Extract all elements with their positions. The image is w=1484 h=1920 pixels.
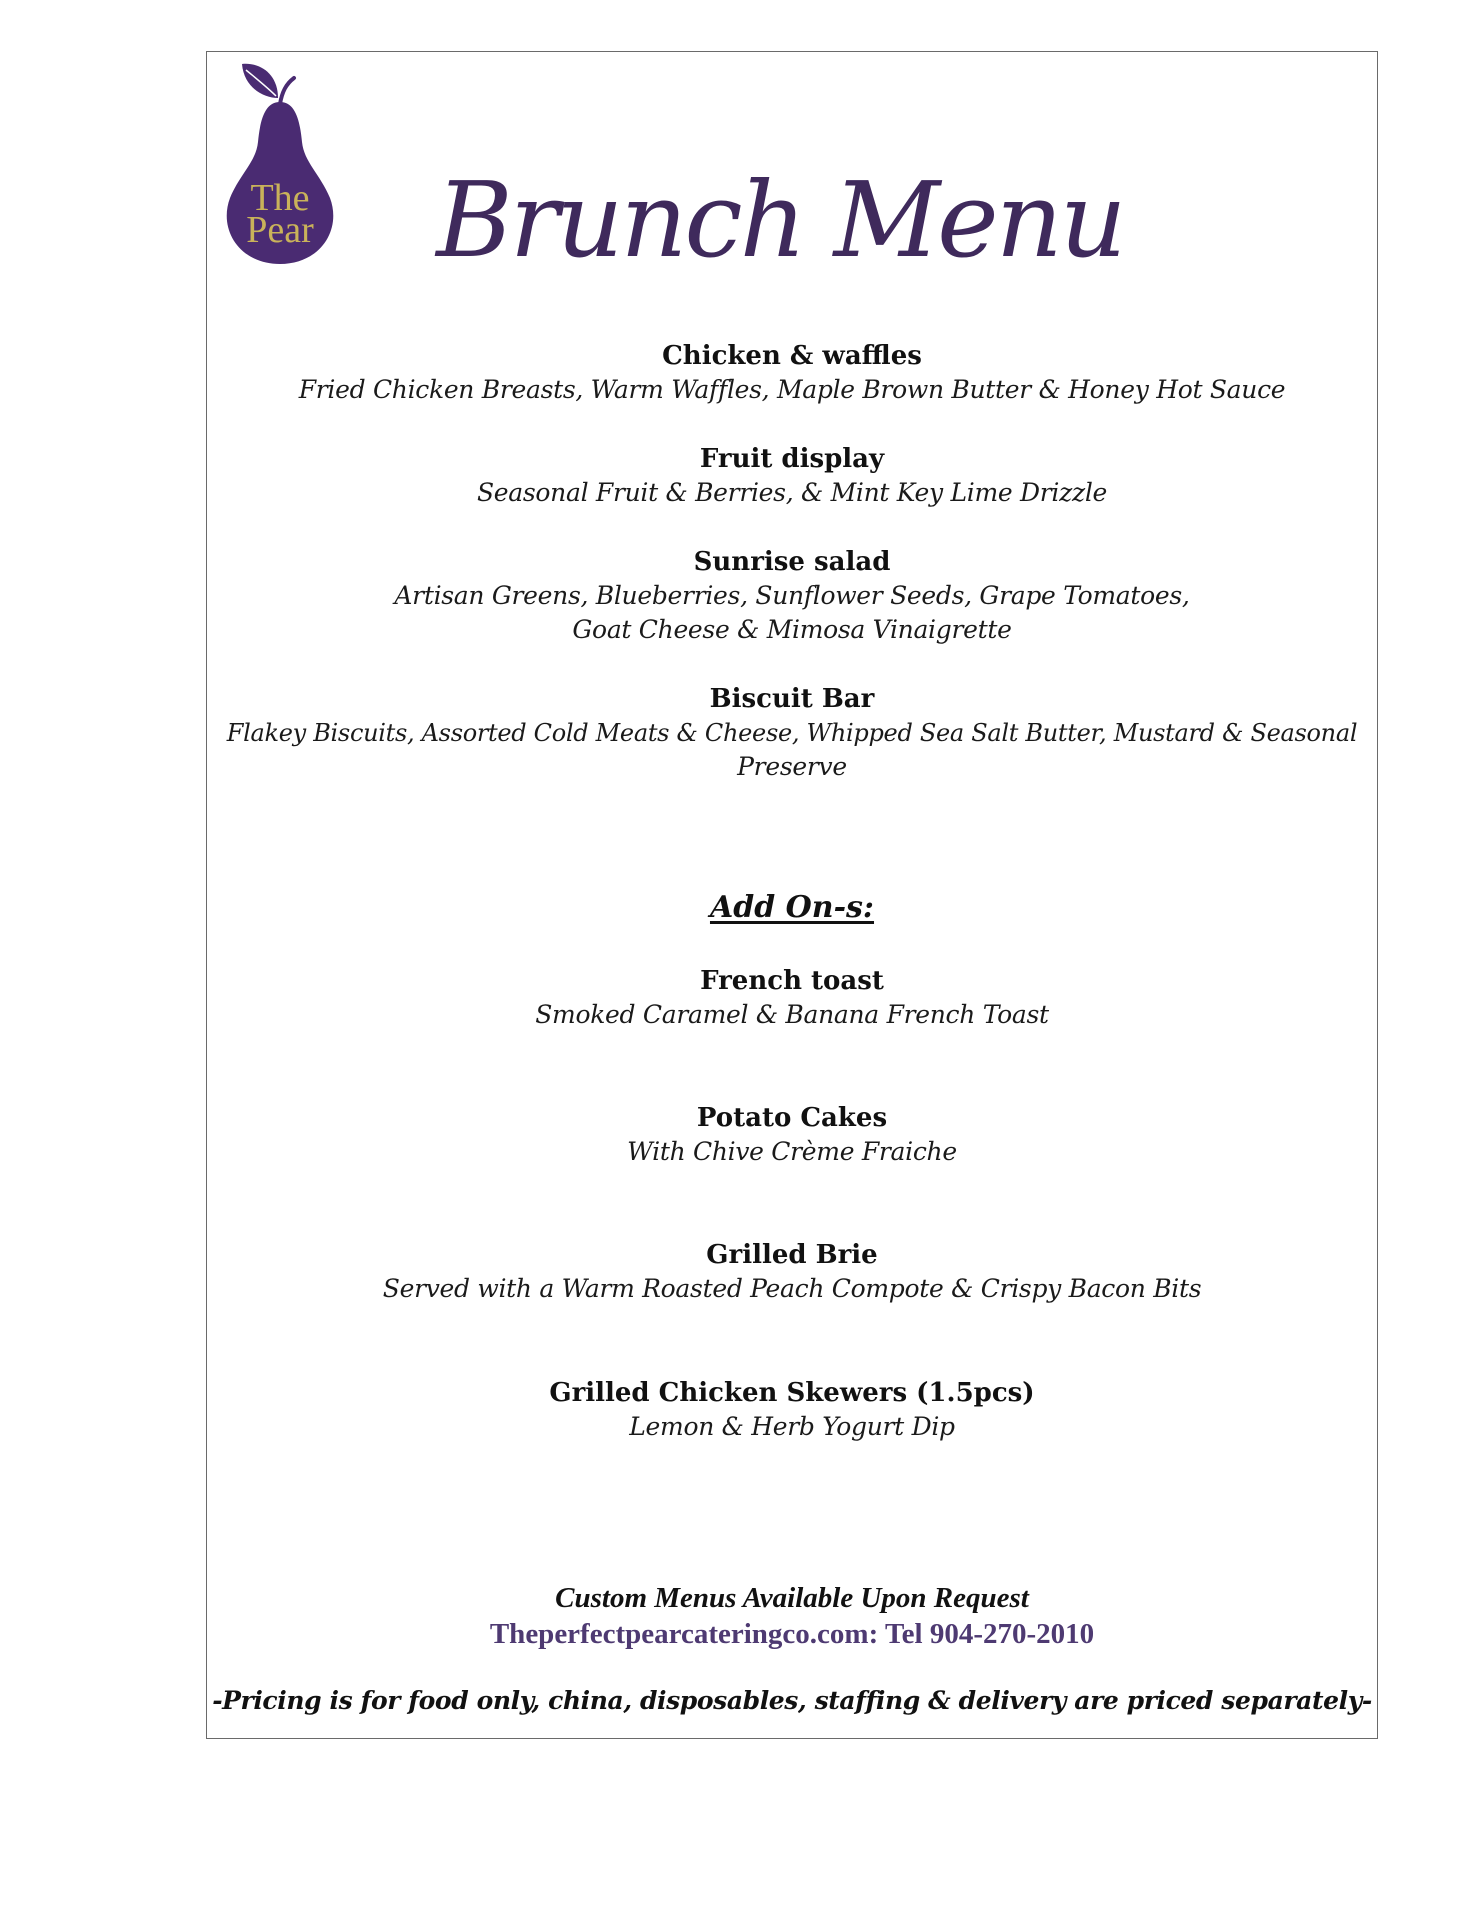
pear-logo-icon [220,58,340,268]
item-description: Fried Chicken Breasts, Warm Waffles, Maple Brown Butter & Honey Hot Sauce [298,375,1286,404]
item-name: Biscuit Bar [709,684,875,714]
contact-line[interactable]: Theperfectpearcateringco.com: Tel 904-270-2010 [489,1618,1095,1650]
item-description: Lemon & Herb Yogurt Dip [629,1412,955,1441]
item-description: Served with a Warm Roasted Peach Compote & Crispy Bacon Bits [382,1274,1202,1303]
item-name: Potato Cakes [696,1103,888,1133]
item-description: Goat Cheese & Mimosa Vinaigrette [572,615,1012,644]
menu-item [206,442,1378,510]
pricing-note: -Pricing is for food only, china, disposables, staffing & delivery are priced separately- [212,1686,1372,1715]
item-description: With Chive Crème Fraiche [627,1137,957,1166]
item-name: Chicken & waffles [662,341,922,371]
item-description: Flakey Biscuits, Assorted Cold Meats & Cheese, Whipped Sea Salt Butter, Mustard & Seasonal [226,719,1358,747]
pear-logo [220,58,340,268]
item-description: Artisan Greens, Blueberries, Sunflower Seeds, Grape Tomatoes, [394,581,1190,610]
custom-menus-note: Custom Menus Available Upon Request [555,1582,1029,1614]
item-description: Smoked Caramel & Banana French Toast [535,1000,1049,1029]
item-name: Grilled Brie [706,1240,878,1270]
menu-item [206,545,1378,647]
item-description: Preserve [737,752,847,781]
item-name: French toast [700,966,884,996]
item-name: Grilled Chicken Skewers (1.5pcs) [549,1378,1035,1408]
addons-heading: Add On-s: [709,890,875,925]
addon-item [206,1238,1378,1306]
menu-item [206,682,1378,784]
item-name: Sunrise salad [693,547,891,577]
addon-item [206,964,1378,1032]
item-name: Fruit display [699,444,885,474]
menu-item [206,339,1378,407]
addon-item [206,1101,1378,1169]
item-description: Seasonal Fruit & Berries, & Mint Key Lime Drizzle [476,478,1108,507]
addon-item [206,1376,1378,1444]
svg-text:Pear: Pear [246,209,314,251]
svg-text:The: The [250,177,310,219]
page-title: Brunch Menu [436,159,1124,281]
